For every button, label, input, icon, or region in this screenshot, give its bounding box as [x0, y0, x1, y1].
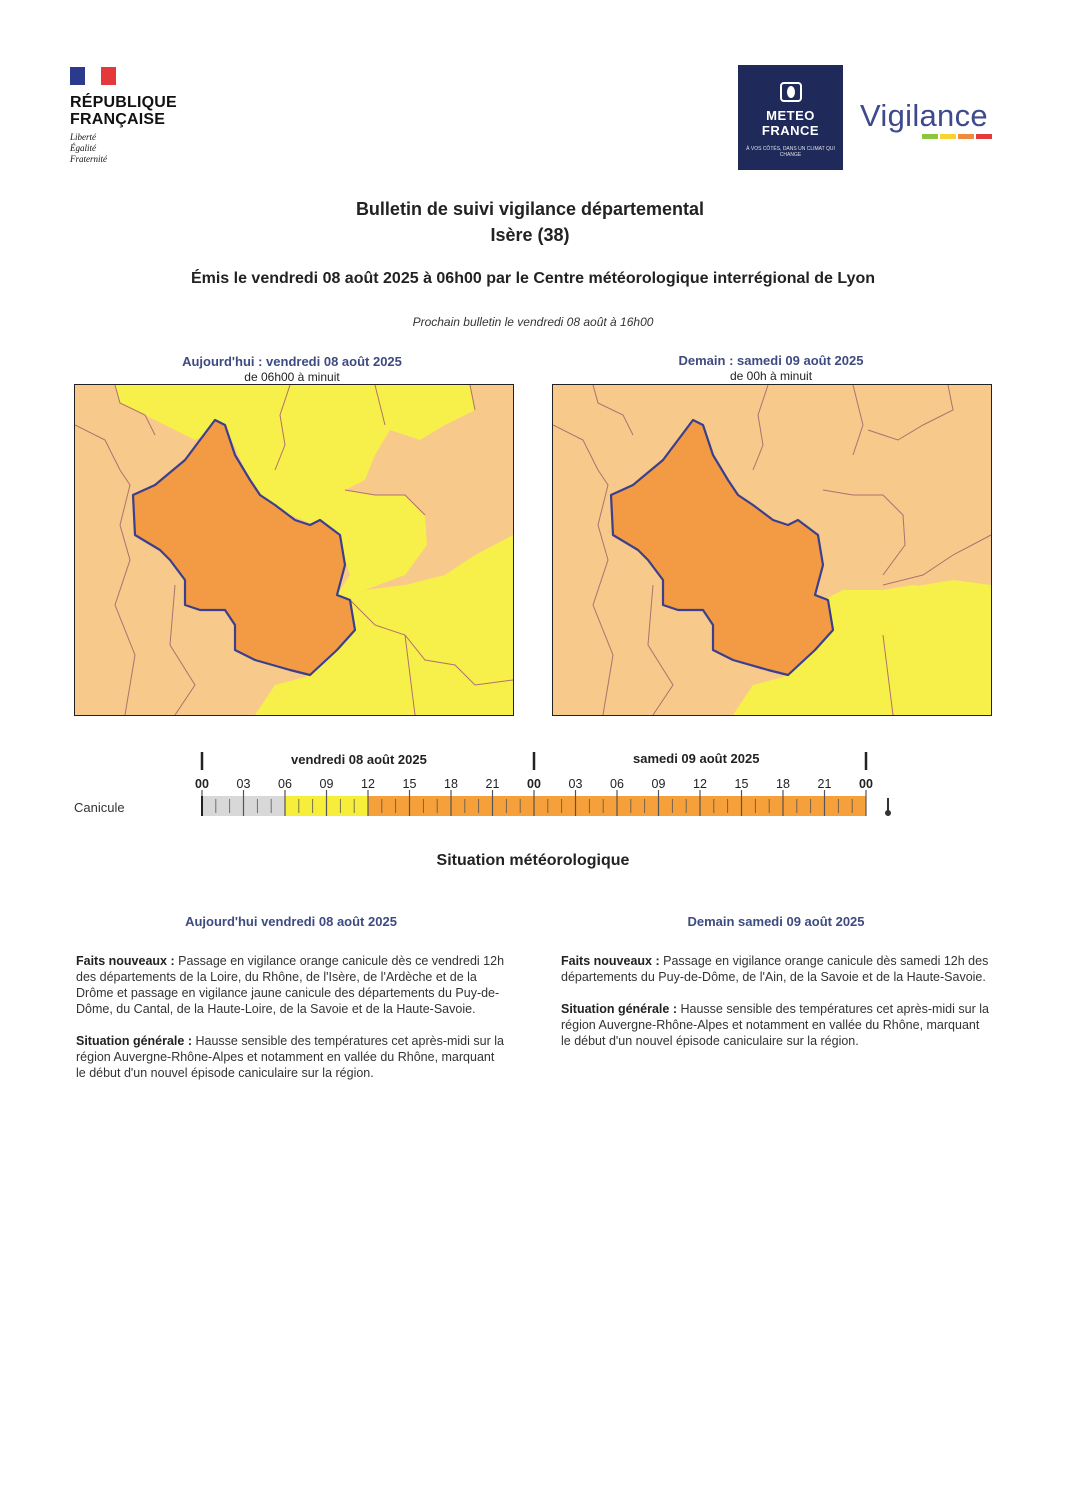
hour-label: 21 [817, 777, 832, 791]
vigilance-color-bar [922, 134, 992, 139]
tomorrow-situation-text: Hausse sensible des températures cet après-midi sur la région Auvergne-Rhône-Alpes et notamment en vallée du Rhône, marquant le début d'un nouvel épisode caniculaire sur la région. [561, 1002, 989, 1048]
map-today-header [72, 354, 512, 384]
timeline-day1-label: vendredi 08 août 2025 [291, 752, 427, 767]
hour-label: 12 [361, 777, 375, 791]
hour-label: 03 [568, 777, 583, 791]
meteo-france-logo [738, 65, 843, 170]
today-situation-generale [76, 1033, 506, 1081]
motto-egalite: Égalité [70, 143, 96, 153]
motto-fraternite: Fraternité [70, 154, 107, 164]
hour-label: 00 [195, 777, 209, 791]
hour-label: 12 [693, 777, 707, 791]
hour-label: 18 [776, 777, 790, 791]
tomorrow-situation-generale [561, 1001, 991, 1049]
hour-label: 15 [734, 777, 749, 791]
mf-name-line2: FRANCE [761, 123, 820, 138]
hour-label: 09 [651, 777, 666, 791]
map-tomorrow-range: de 00h à minuit [729, 369, 813, 383]
mf-tagline: À VOS CÔTÉS, DANS UN CLIMAT QUI CHANGE [746, 146, 835, 158]
today-situation-text: Hausse sensible des températures cet après-midi sur la région Auvergne-Rhône-Alpes et notamment en vallée du Rhône, marquant le début d'un nouvel épisode caniculaire sur la région. [76, 1034, 504, 1080]
map-tomorrow [552, 384, 992, 716]
motto-liberte: Liberté [70, 132, 96, 142]
hour-label: 21 [485, 777, 500, 791]
situation-today-heading: Aujourd'hui vendredi 08 août 2025 [185, 914, 397, 929]
bulletin-title: Bulletin de suivi vigilance départemental [355, 199, 705, 219]
hour-label: 00 [527, 777, 541, 791]
hour-label: 09 [319, 777, 334, 791]
tomorrow-faits-nouveaux [561, 953, 991, 985]
tomorrow-situation-label: Situation générale : [561, 1002, 677, 1016]
vigilance-timeline [190, 748, 910, 823]
department-title: Isère (38) [490, 225, 570, 245]
map-tomorrow-day: Demain : samedi 09 août 2025 [678, 353, 864, 368]
today-faits-text: Passage en vigilance orange canicule dès ce vendredi 12h des départements de la Loire, du Rhône, de l'Isère, de l'Ardèche et de la Drôme et passage en vigilance jaune canicule des départements du Puy-de-Dôme, du Cantal, de la Haute-Loire, de la Savoie et de la Haute-Savoie. [76, 954, 505, 1016]
thermometer-icon [885, 798, 891, 816]
phenomenon-label-canicule: Canicule [74, 800, 125, 815]
today-situation-label: Situation générale : [76, 1034, 192, 1048]
next-bulletin-info: Prochain bulletin le vendredi 08 août à 16h00 [412, 315, 654, 329]
mf-name-line1: METEO [766, 108, 815, 123]
situation-tomorrow-heading: Demain samedi 09 août 2025 [687, 914, 865, 929]
hour-label: 18 [444, 777, 458, 791]
situation-today-text [76, 953, 506, 1097]
timeline-day2-label: samedi 09 août 2025 [633, 751, 760, 766]
map-today-range: de 06h00 à minuit [244, 370, 340, 384]
situation-title: Situation météorologique [436, 852, 630, 869]
hour-label: 03 [236, 777, 251, 791]
rf-name-line2: FRANÇAISE [70, 111, 166, 128]
hour-label: 15 [402, 777, 417, 791]
hour-label: 06 [278, 777, 292, 791]
tomorrow-faits-label: Faits nouveaux : [561, 954, 660, 968]
french-flag-icon [70, 67, 116, 85]
meteo-france-icon [780, 82, 802, 102]
map-today-day: Aujourd'hui : vendredi 08 août 2025 [182, 354, 402, 369]
hour-label: 06 [610, 777, 624, 791]
today-faits-nouveaux [76, 953, 506, 1017]
rf-motto [70, 132, 210, 165]
today-faits-label: Faits nouveaux : [76, 954, 175, 968]
republique-francaise-logo [70, 67, 210, 165]
emission-info: Émis le vendredi 08 août 2025 à 06h00 par le Centre météorologique interrégional de Lyon [190, 270, 876, 287]
map-today [74, 384, 514, 716]
hour-label: 00 [859, 777, 873, 791]
map-tomorrow-header [551, 353, 991, 383]
vigilance-wordmark: Vigilance [860, 98, 988, 133]
rf-name-line1: RÉPUBLIQUE [70, 94, 177, 111]
tomorrow-faits-text: Passage en vigilance orange canicule dès samedi 12h des départements du Puy-de-Dôme, de l'Ain, de la Savoie et de la Haute-Savoie. [561, 954, 989, 984]
situation-tomorrow-text [561, 953, 991, 1065]
